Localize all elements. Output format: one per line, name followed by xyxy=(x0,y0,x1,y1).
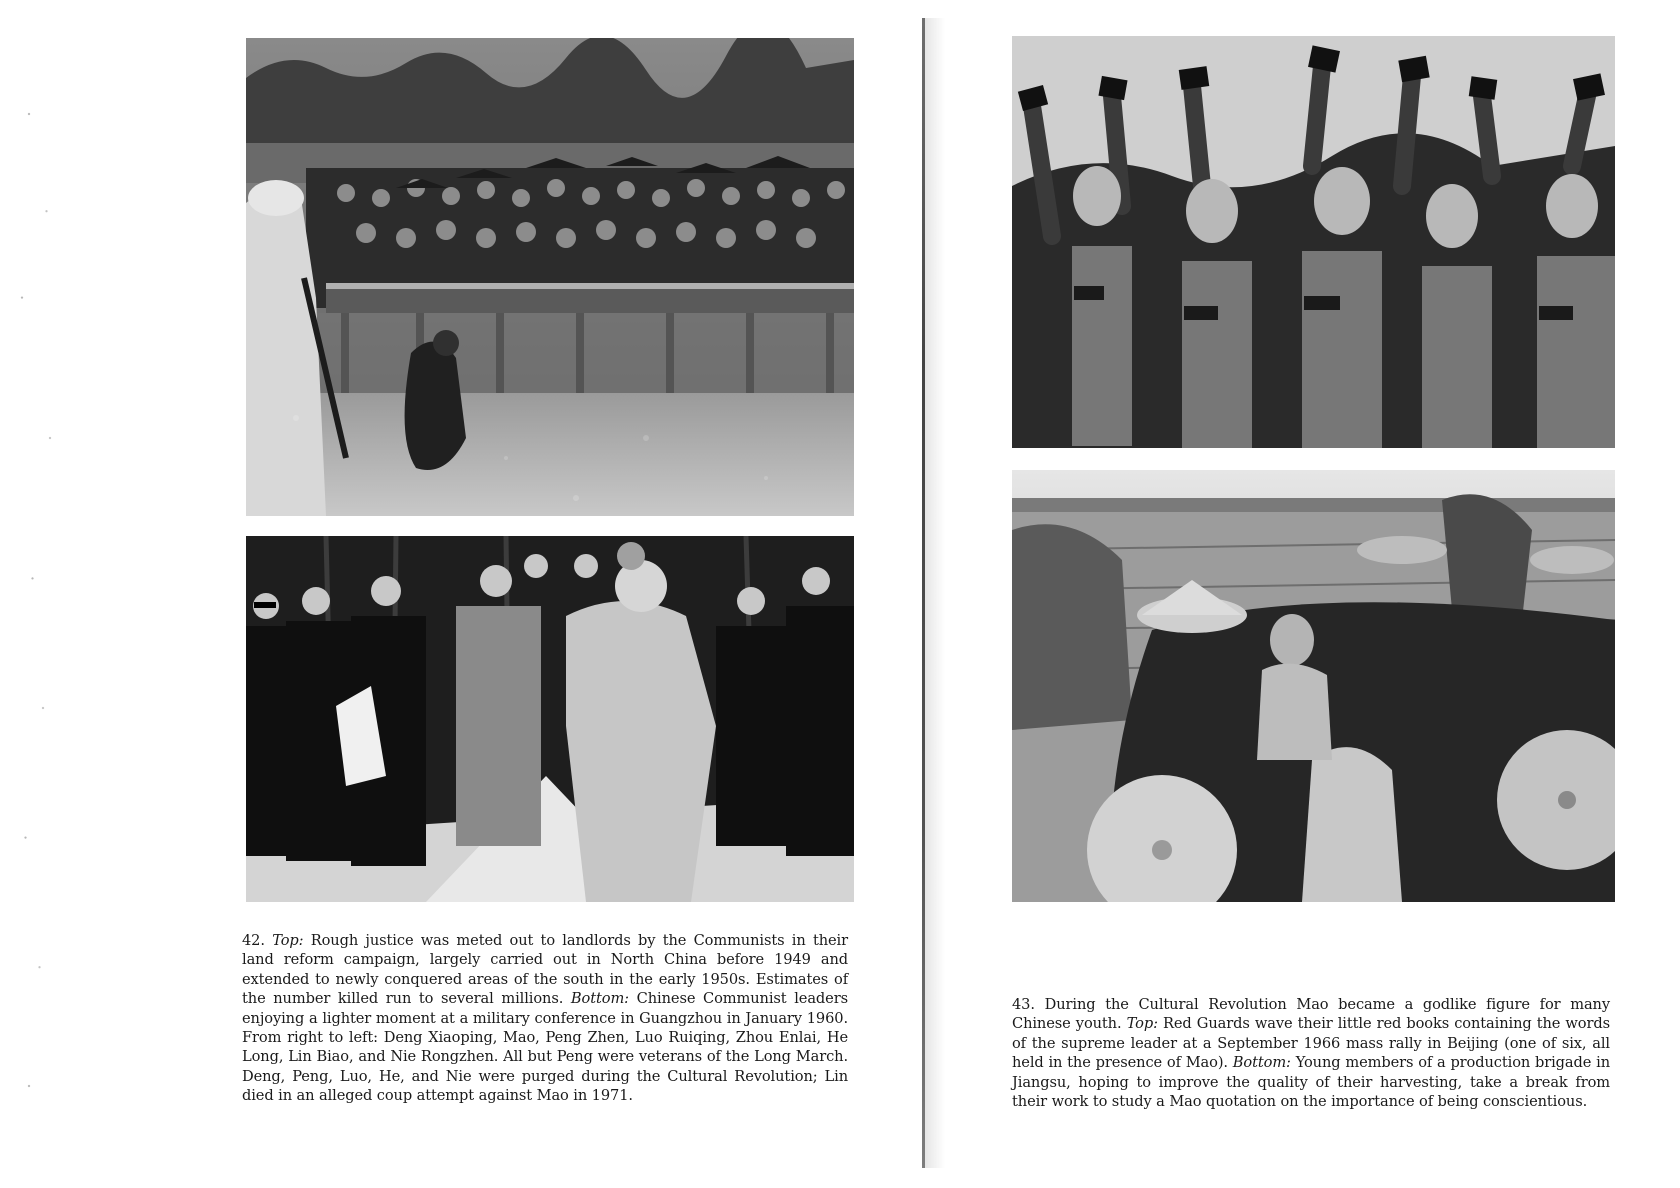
photo-communist-leaders xyxy=(246,536,854,902)
caption-42-bottom-text: Chinese Communist leaders enjoying a lighter moment at a military conference in Guangzhou in January 1960. From right to left: Deng Xiaoping, Mao, Peng Zhen, Luo Ruiqing, Zhou Enlai, He Long, Lin Biao, and Nie Rongzhen. All but Peng were veterans of the Long March. Deng, Peng, Luo, He, and Nie were purged during the Cultural Revolution; Lin died in an alleged coup attempt against Mao in 1971. xyxy=(242,990,848,1105)
caption-43-intro-text: During the Cultural Revolution Mao became a godlike figure for many Chinese youth. xyxy=(1012,996,1610,1033)
photo-red-guards-rally-image xyxy=(1012,36,1615,448)
book-gutter-shadow xyxy=(925,18,945,1168)
photo-land-reform-trial-image xyxy=(246,38,854,516)
caption-photo-42 xyxy=(242,931,848,1106)
caption-43-bottom-label: Bottom: xyxy=(1232,1054,1291,1072)
photo-red-guards-rally xyxy=(1012,36,1615,448)
caption-42-bottom-label: Bottom: xyxy=(570,990,630,1008)
caption-43-number: 43. xyxy=(1012,996,1035,1013)
caption-43-top-label: Top: xyxy=(1126,1015,1158,1033)
scan-speckle xyxy=(8,60,78,1140)
caption-42-top-label: Top: xyxy=(272,932,304,949)
caption-43-top-text: Red Guards wave their little red books containing the words of the supreme leader at a September 1966 mass rally in Beijing (one of six, all held in the presence of Mao). xyxy=(1012,1015,1610,1072)
photo-communist-leaders-image xyxy=(246,536,854,902)
caption-42-number: 42. xyxy=(242,932,265,949)
photo-production-brigade-image xyxy=(1012,470,1615,902)
caption-42-top-text: Rough justice was meted out to landlords by the Communists in their land reform campaign, largely carried out in North China before 1949 and extended to newly conquered areas of the south in the early 1950s. Estimates of the number killed run to several millions. xyxy=(242,932,848,1008)
photo-production-brigade xyxy=(1012,470,1615,902)
photo-land-reform-trial xyxy=(246,38,854,516)
caption-photo-43 xyxy=(1012,995,1610,1111)
caption-43-bottom-text: Young members of a production brigade in Jiangsu, hoping to improve the quality of their harvesting, take a break from their work to study a Mao quotation on the importance of being conscientious. xyxy=(1012,1054,1610,1111)
